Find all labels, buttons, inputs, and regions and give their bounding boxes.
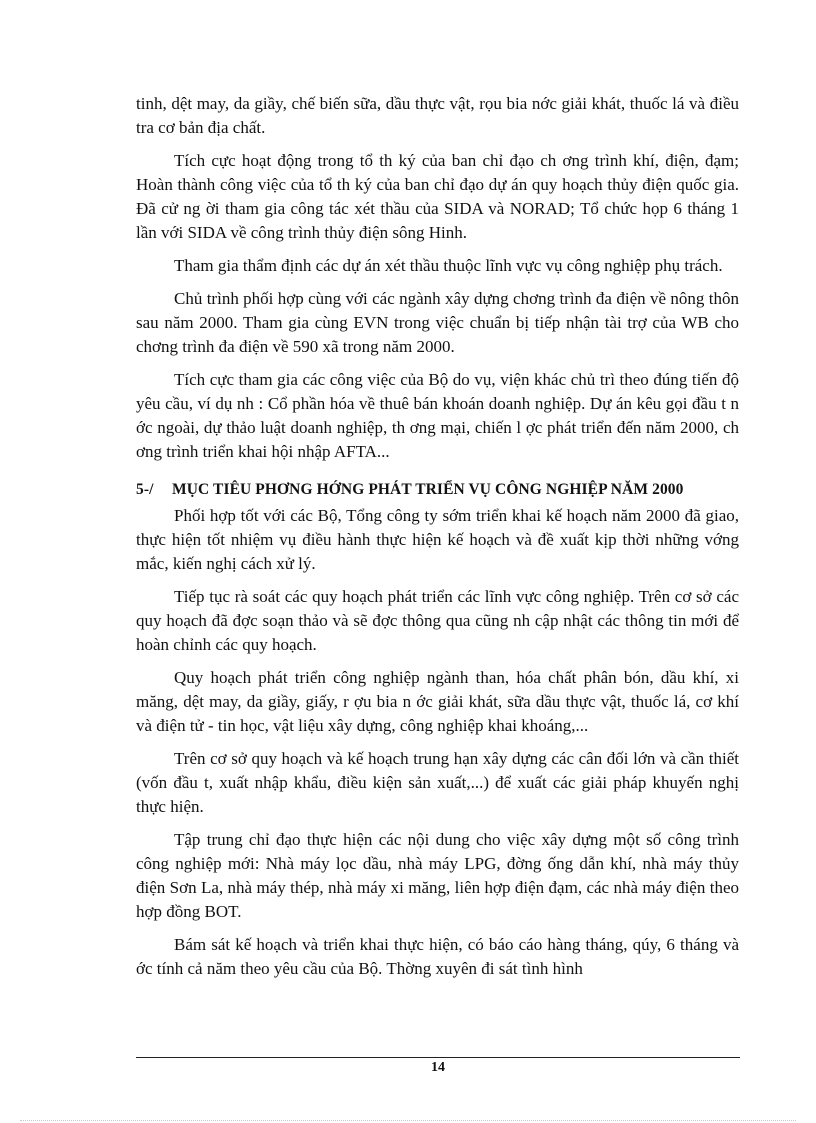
section-number: 5-/ <box>136 481 154 498</box>
paragraph: Bám sát kế hoạch và triển khai thực hiện, có báo cáo hàng tháng, qúy, 6 tháng và ớc tính cả năm theo yêu cầu của Bộ. Thờng xuyên đi sát tình hình <box>136 935 739 978</box>
footer-divider <box>136 1057 740 1058</box>
paragraph: tinh, dệt may, da giầy, chế biến sữa, dầu thực vật, rọu bia nớc giải khát, thuốc lá và điều tra cơ bản địa chất. <box>136 94 739 137</box>
paragraph: Tích cực hoạt động trong tổ th ký của ban chỉ đạo ch ơng trình khí, điện, đạm; Hoàn thành công việc của tổ th ký của ban chỉ đạo dự án quy hoạch thủy điện quốc gia. Đã cử ng ời tham gia công tác xét thầu của SIDA và NORAD; Tổ chức họp 6 tháng 1 lần với SIDA về công trình thủy điện sông Hinh. <box>136 151 739 242</box>
paragraph: Phối hợp tốt với các Bộ, Tổng công ty sớm triển khai kế hoạch năm 2000 đã giao, thực hiện tốt nhiệm vụ điều hành thực hiện kế hoạch và đề xuất kịp thời những vớng mắc, kiến nghị cách xử lý. <box>136 506 739 573</box>
paragraph: Quy hoạch phát triển công nghiệp ngành than, hóa chất phân bón, dầu khí, xi măng, dệt may, da giầy, giấy, r ợu bia n ớc giải khát, sữa dầu thực vật, thuốc lá, cơ khí và điện tử - tin học, vật liệu xây dựng, công nghiệp khai khoáng,... <box>136 668 739 735</box>
paragraph: Tham gia thẩm định các dự án xét thầu thuộc lĩnh vực vụ công nghiệp phụ trách. <box>174 256 723 275</box>
page-number: 14 <box>431 1060 445 1075</box>
page-bottom-border <box>20 1120 796 1121</box>
paragraph: Tiếp tục rà soát các quy hoạch phát triển các lĩnh vực công nghiệp. Trên cơ sở các quy hoạch đã đợc soạn thảo và sẽ đợc thông qua cũng nh cập nhật các thông tin mới để hoàn chỉnh các quy hoạch. <box>136 587 739 654</box>
section-title: MỤC TIÊU PHƠNG HỚNG PHÁT TRIỂN VỤ CÔNG NGHIỆP NĂM 2000 <box>172 481 684 498</box>
paragraph: Trên cơ sở quy hoạch và kế hoạch trung hạn xây dựng các cân đối lớn và cần thiết (vốn đầu t, xuất nhập khẩu, điều kiện sản xuất,...) để xuất các giải pháp khuyến nghị thực hiện. <box>136 749 739 816</box>
paragraph: Tập trung chỉ đạo thực hiện các nội dung cho việc xây dựng một số công trình công nghiệp mới: Nhà máy lọc dầu, nhà máy LPG, đờng ống dẫn khí, nhà máy thủy điện Sơn La, nhà máy thép, nhà máy xi măng, liên hợp điện đạm, các nhà máy điện theo hợp đồng BOT. <box>136 830 739 921</box>
document-body <box>136 92 739 990</box>
section-heading <box>136 478 739 502</box>
paragraph: Chủ trình phối hợp cùng với các ngành xây dựng chơng trình đa điện về nông thôn sau năm 2000. Tham gia cùng EVN trong việc chuẩn bị tiếp nhận tài trợ của WB cho chơng trình đa điện về 590 xã trong năm 2000. <box>136 289 739 356</box>
paragraph: Tích cực tham gia các công việc của Bộ do vụ, viện khác chủ trì theo đúng tiến độ yêu cầu, ví dụ nh : Cổ phần hóa về thuê bán khoán doanh nghiệp. Dự án kêu gọi đầu t n ớc ngoài, dự thảo luật doanh nghiệp, th ơng mại, chiến l ợc phát triển đến năm 2000, ch ơng trình triển khai hội nhập AFTA... <box>136 370 739 461</box>
